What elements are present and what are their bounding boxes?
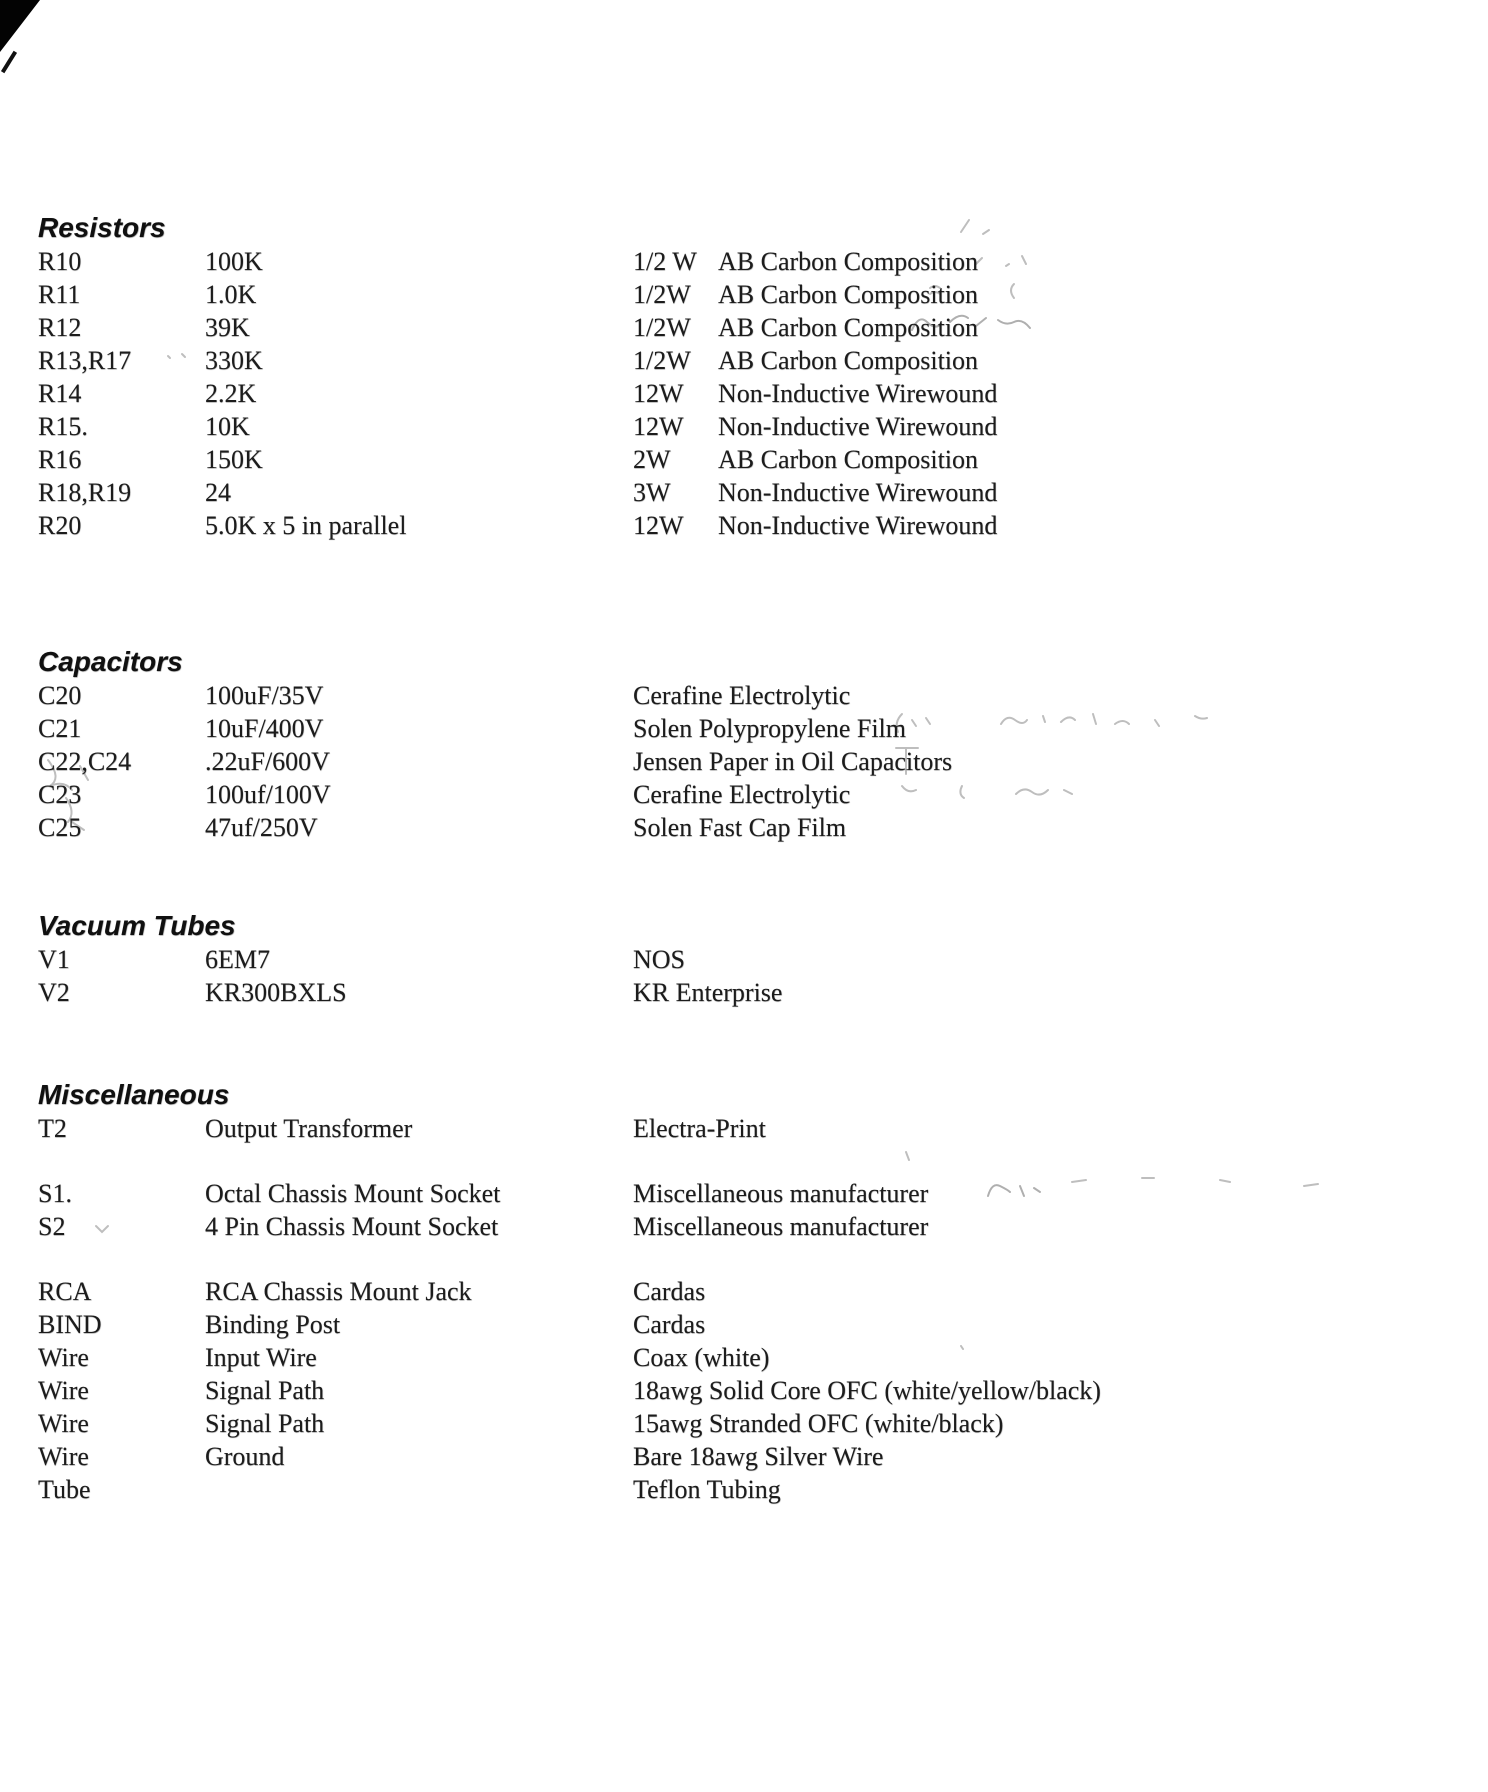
table-row [38, 745, 1472, 778]
table-row [38, 1407, 1472, 1440]
part-desc: AB Carbon Composition [718, 346, 979, 375]
part-ref: V1 [38, 945, 70, 974]
part-value: 150K [205, 445, 263, 474]
part-wattage: 12W [633, 412, 684, 441]
part-ref: T2 [38, 1114, 67, 1143]
table-row [38, 679, 1472, 712]
part-value: 6EM7 [205, 945, 270, 974]
section-miscellaneous [38, 1078, 1472, 1506]
part-value: .22uF/600V [205, 747, 330, 776]
table-row [38, 476, 1472, 509]
group-gap [38, 1145, 1472, 1177]
part-value: 100uf/100V [205, 780, 331, 809]
part-ref: R20 [38, 511, 82, 540]
part-ref: V2 [38, 978, 70, 1007]
part-ref: R10 [38, 247, 82, 276]
part-wattage: 3W [633, 478, 671, 507]
part-desc: Miscellaneous manufacturer [633, 1179, 929, 1208]
table-row [38, 1374, 1472, 1407]
part-value: Output Transformer [205, 1114, 413, 1143]
part-desc: Bare 18awg Silver Wire [633, 1442, 884, 1471]
scan-corner-fold-artifact [0, 0, 40, 52]
part-desc: Cardas [633, 1277, 706, 1306]
part-desc: Non-Inductive Wirewound [718, 412, 998, 441]
part-desc: Electra-Print [633, 1114, 766, 1143]
part-value: 1.0K [205, 280, 257, 309]
part-value: 330K [205, 346, 263, 375]
part-value: Signal Path [205, 1376, 325, 1405]
part-ref: Tube [38, 1475, 91, 1504]
part-value: 47uf/250V [205, 813, 318, 842]
part-value: 2.2K [205, 379, 257, 408]
part-ref: Wire [38, 1343, 89, 1372]
capacitors-section-title: Capacitors [38, 646, 183, 677]
part-ref: R18,R19 [38, 478, 132, 507]
part-desc: Solen Polypropylene Film [633, 714, 906, 743]
section-capacitors [38, 645, 1472, 844]
part-ref: C22,C24 [38, 747, 132, 776]
table-row [38, 278, 1472, 311]
part-desc: Miscellaneous manufacturer [633, 1212, 929, 1241]
part-desc: Coax (white) [633, 1343, 770, 1372]
part-value: 10uF/400V [205, 714, 324, 743]
part-desc: Cerafine Electrolytic [633, 780, 851, 809]
part-value: RCA Chassis Mount Jack [205, 1277, 472, 1306]
part-value: 100uF/35V [205, 681, 324, 710]
group-gap [38, 1243, 1472, 1275]
table-row [38, 778, 1472, 811]
part-wattage: 1/2W [633, 280, 691, 309]
table-row [38, 1473, 1472, 1506]
part-desc: Non-Inductive Wirewound [718, 379, 998, 408]
miscellaneous-section-title: Miscellaneous [38, 1079, 230, 1110]
part-value: 5.0K x 5 in parallel [205, 511, 407, 540]
part-value: Signal Path [205, 1409, 325, 1438]
part-wattage: 1/2 W [633, 247, 697, 276]
table-row [38, 410, 1472, 443]
table-row [38, 1275, 1472, 1308]
table-row [38, 344, 1472, 377]
part-desc: AB Carbon Composition [718, 313, 979, 342]
table-row [38, 1308, 1472, 1341]
part-wattage: 12W [633, 379, 684, 408]
part-wattage: 12W [633, 511, 684, 540]
resistors-section-title: Resistors [38, 212, 166, 243]
table-row [38, 245, 1472, 278]
part-value: 4 Pin Chassis Mount Socket [205, 1212, 499, 1241]
part-wattage: 2W [633, 445, 671, 474]
part-desc: Teflon Tubing [633, 1475, 781, 1504]
part-value: 39K [205, 313, 250, 342]
part-value: KR300BXLS [205, 978, 347, 1007]
part-ref: R11 [38, 280, 81, 309]
part-value: Input Wire [205, 1343, 317, 1372]
part-ref: Wire [38, 1376, 89, 1405]
part-desc: Jensen Paper in Oil Capacitors [633, 747, 953, 776]
part-value: Binding Post [205, 1310, 341, 1339]
part-ref: C21 [38, 714, 82, 743]
table-row [38, 976, 1472, 1009]
part-ref: S2 [38, 1212, 66, 1241]
table-row [38, 1112, 1472, 1145]
part-wattage: 1/2W [633, 313, 691, 342]
scan-corner-slash-artifact [1, 51, 17, 73]
table-row [38, 311, 1472, 344]
part-ref: R15. [38, 412, 88, 441]
table-row [38, 509, 1472, 542]
part-ref: Wire [38, 1442, 89, 1471]
part-ref: R14 [38, 379, 82, 408]
table-row [38, 443, 1472, 476]
part-wattage: 1/2W [633, 346, 691, 375]
table-row [38, 811, 1472, 844]
part-desc: AB Carbon Composition [718, 247, 979, 276]
part-desc: KR Enterprise [633, 978, 783, 1007]
part-desc: Cardas [633, 1310, 706, 1339]
part-desc: Non-Inductive Wirewound [718, 511, 998, 540]
part-desc: AB Carbon Composition [718, 445, 979, 474]
part-ref: R13,R17 [38, 346, 132, 375]
part-value: Ground [205, 1442, 285, 1471]
part-ref: R16 [38, 445, 82, 474]
table-row [38, 377, 1472, 410]
section-resistors [38, 211, 1472, 542]
part-desc: NOS [633, 945, 686, 974]
table-row [38, 712, 1472, 745]
parts-list [38, 211, 1472, 1506]
part-ref: RCA [38, 1277, 92, 1306]
part-ref: BIND [38, 1310, 102, 1339]
part-ref: S1. [38, 1179, 72, 1208]
part-desc: Cerafine Electrolytic [633, 681, 851, 710]
part-value: 100K [205, 247, 263, 276]
table-row [38, 1341, 1472, 1374]
part-desc: Solen Fast Cap Film [633, 813, 847, 842]
table-row [38, 1440, 1472, 1473]
part-value: 10K [205, 412, 250, 441]
part-ref: C25 [38, 813, 82, 842]
part-value: 24 [205, 478, 231, 507]
part-ref: Wire [38, 1409, 89, 1438]
part-ref: C20 [38, 681, 82, 710]
part-desc: 18awg Solid Core OFC (white/yellow/black) [633, 1376, 1101, 1405]
section-vacuum-tubes [38, 909, 1472, 1009]
table-row [38, 1210, 1472, 1243]
table-row [38, 1177, 1472, 1210]
part-desc: AB Carbon Composition [718, 280, 979, 309]
part-value: Octal Chassis Mount Socket [205, 1179, 501, 1208]
vacuum-tubes-section-title: Vacuum Tubes [38, 910, 236, 941]
part-desc: Non-Inductive Wirewound [718, 478, 998, 507]
part-desc: 15awg Stranded OFC (white/black) [633, 1409, 1004, 1438]
part-ref: R12 [38, 313, 82, 342]
part-ref: C23 [38, 780, 82, 809]
part-value [205, 1473, 633, 1506]
table-row [38, 943, 1472, 976]
